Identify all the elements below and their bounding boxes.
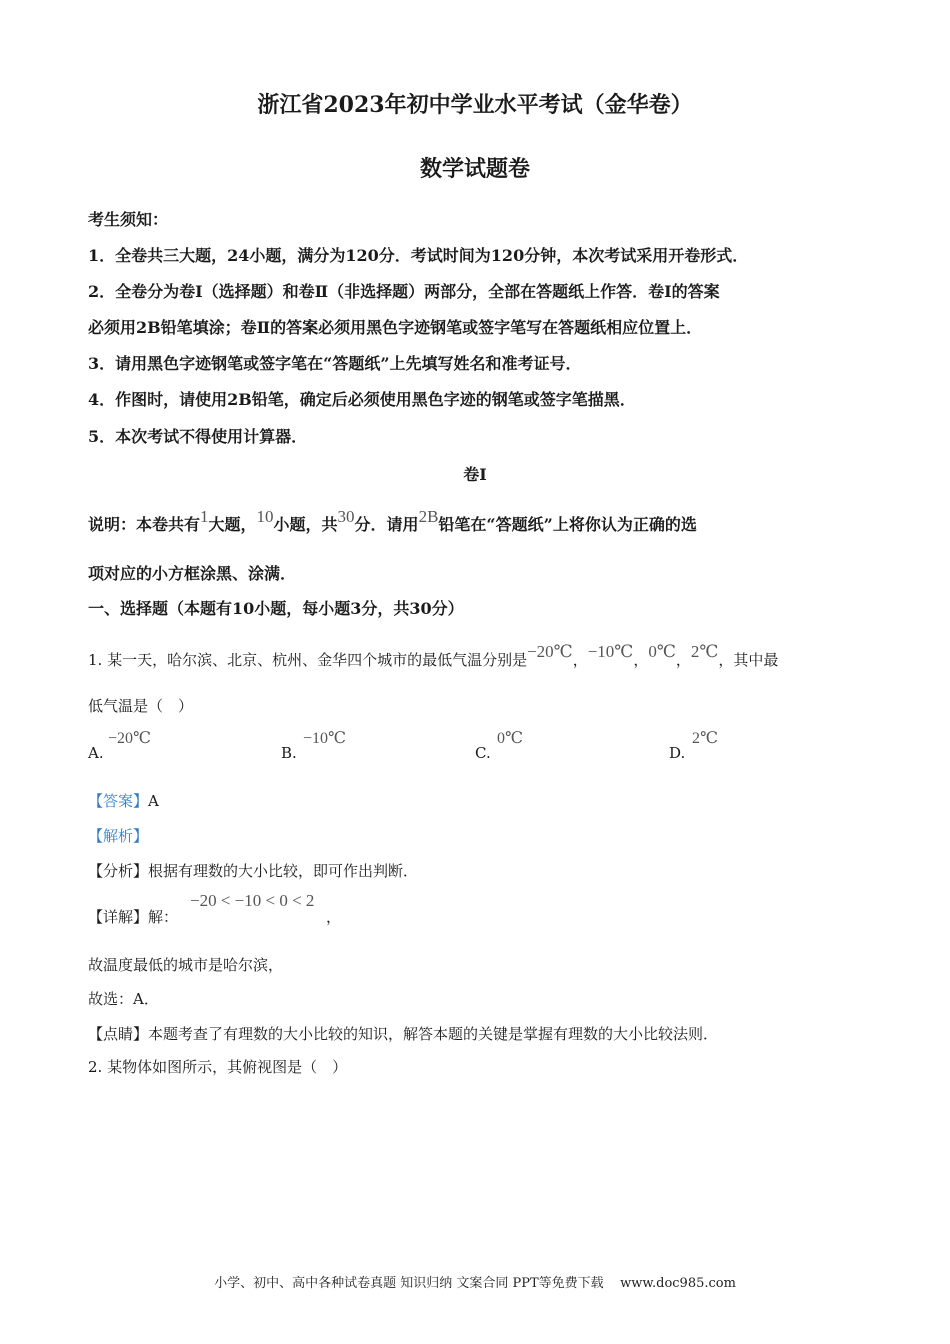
desc-text-b: 大题， (208, 515, 257, 534)
conclusion: 故温度最低的城市是哈尔滨， (88, 956, 284, 974)
desc-text-c: 小题，共 (273, 515, 338, 534)
option-b-value: −10℃ (303, 730, 346, 747)
option-c-label: C. (475, 744, 491, 762)
desc-num-1: 1 (200, 507, 209, 526)
answer-tag: 【答案】 (88, 792, 149, 810)
comment-line: 【点睛】本题考查了有理数的大小比较的知识，解答本题的关键是掌握有理数的大小比较法则． (88, 1025, 719, 1043)
q1-sep-1: ， (572, 651, 588, 669)
notice-item-1: 1．全卷共三大题，24小题，满分为120分．考试时间为120分钟，本次考试采用开卷形式． (88, 246, 749, 265)
volume-description (88, 507, 697, 535)
notice-item-2: 2．全卷分为卷Ⅰ（选择题）和卷Ⅱ（非选择题）两部分，全部在答题纸上作答．卷Ⅰ的答案 (88, 282, 720, 301)
answer-line (88, 790, 159, 811)
notice-item-3: 3．请用黑色字迹钢笔或签字笔在“答题纸”上先填写姓名和准考证号． (88, 354, 582, 373)
detail-inequality: −20 < −10 < 0 < 2 (190, 891, 315, 910)
section-heading: 一、选择题（本题有10小题，每小题3分，共30分） (88, 599, 464, 618)
option-d-label: D. (669, 744, 686, 762)
answer-value: A (148, 792, 159, 810)
analysis-tag: 【解析】 (88, 827, 149, 845)
q1-sep-3: ， (675, 651, 691, 669)
option-a-label: A. (88, 744, 104, 762)
q1-temp-4: 2℃ (690, 642, 719, 661)
q1-sep-2: ， (633, 651, 649, 669)
footer (0, 1272, 950, 1291)
desc-text-e: 铅笔在“答题纸”上将你认为正确的选 (438, 515, 697, 534)
page-subtitle: 数学试题卷 (419, 156, 530, 182)
detail-comma: ， (326, 908, 342, 926)
notice-item-2-cont: 必须用2B铅笔填涂；卷Ⅱ的答案必须用黑色字迹钢笔或签字笔写在答题纸相应位置上． (88, 318, 703, 337)
footer-site-link[interactable]: www.doc985.com (620, 1276, 736, 1291)
desc-text-a: 说明：本卷共有 (88, 515, 201, 534)
detail-tag: 【详解】解： (88, 908, 179, 926)
desc-num-4: 2B (418, 507, 439, 526)
footer-text: 小学、初中、高中各种试卷真题 知识归纳 文案合同 PPT等免费下载 (214, 1276, 604, 1291)
notice-item-5: 5．本次考试不得使用计算器． (88, 427, 308, 446)
option-a-value: −20℃ (108, 730, 151, 747)
desc-num-2: 10 (256, 507, 274, 526)
choose-line: 故选：A． (88, 990, 159, 1008)
question-2-text: 2. 某物体如图所示，其俯视图是（ ） (88, 1058, 348, 1076)
desc-num-3: 30 (337, 507, 355, 526)
question-1-text (88, 642, 779, 670)
volume-heading: 卷Ⅰ (463, 465, 487, 484)
q1-temp-2: −10℃ (587, 642, 634, 661)
notice-heading: 考生须知： (88, 210, 169, 229)
page-title: 浙江省2023年初中学业水平考试（金华卷） (257, 92, 693, 118)
q1-text-b: ，其中最 (718, 651, 779, 669)
notice-item-4: 4．作图时，请使用2B铅笔，确定后必须使用黑色字迹的钢笔或签字笔描黑． (88, 390, 636, 409)
q1-temp-3: 0℃ (648, 642, 676, 661)
option-d-value: 2℃ (692, 730, 718, 747)
analysis-fenxi: 【分析】根据有理数的大小比较，即可作出判断． (88, 862, 419, 880)
desc-text-d: 分．请用 (354, 515, 419, 534)
volume-description-cont: 项对应的小方框涂黑、涂满． (88, 564, 297, 583)
option-c-value: 0℃ (497, 730, 523, 747)
q1-text-a: 1. 某一天，哈尔滨、北京、杭州、金华四个城市的最低气温分别是 (88, 651, 528, 669)
question-1-text-cont: 低气温是（ ） (88, 697, 194, 715)
q1-temp-1: −20℃ (527, 642, 573, 661)
option-b-label: B. (281, 744, 297, 762)
